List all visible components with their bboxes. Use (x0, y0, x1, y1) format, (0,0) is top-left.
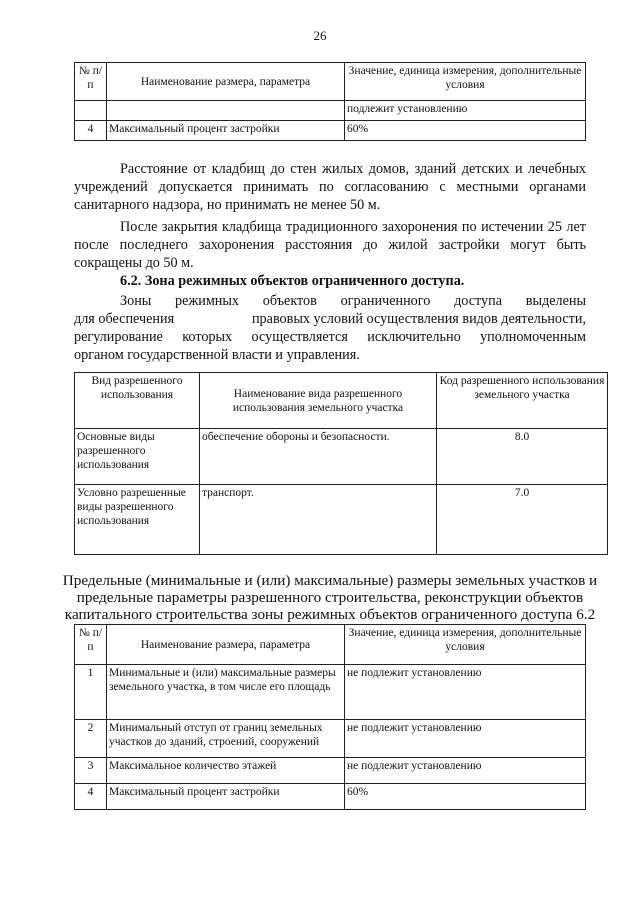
limit-name: Минимальные и (или) максимальные размеры земельного участка, в том числе его площадь (107, 665, 345, 720)
limit-value: не подлежит установлению (345, 720, 586, 758)
limit-name: Максимальный процент застройки (107, 784, 345, 810)
header-name: Наименование размера, параметра (107, 625, 345, 665)
limit-num: 3 (75, 758, 107, 784)
header-num: № п/п (75, 625, 107, 665)
limit-name: Максимальное количество этажей (107, 758, 345, 784)
row-num: 4 (75, 121, 107, 141)
limit-value: не подлежит установлению (345, 758, 586, 784)
limit-name: Минимальный отступ от границ земельных участков до зданий, строений, сооружений (107, 720, 345, 758)
table-permitted-use (74, 372, 608, 555)
page-number: 26 (313, 28, 327, 43)
table-limits (74, 624, 586, 810)
limit-num: 2 (75, 720, 107, 758)
limit-value: 60% (345, 784, 586, 810)
header-value: Значение, единица измерения, дополнительные условия (345, 63, 586, 101)
limit-num: 1 (75, 665, 107, 720)
use-code: 7.0 (437, 485, 608, 555)
use-name: обеспечение обороны и безопасности. (200, 429, 437, 485)
table-caption: Предельные (минимальные и (или) максимальные) размеры земельных участков и предельные параметры разрешенного строительства, реконструкции объектов капитального строительства зоны режимных объектов ограниченного доступа 6.2 (62, 572, 598, 623)
carry-value: подлежит установлению (345, 101, 586, 121)
section-heading: 6.2. Зона режимных объектов ограниченного доступа. (120, 273, 465, 289)
row-name: Максимальный процент застройки (107, 121, 345, 141)
limit-num: 4 (75, 784, 107, 810)
use-name: транспорт. (200, 485, 437, 555)
header-value: Значение, единица измерения, дополнительные условия (345, 625, 586, 665)
header-num: № п/п (75, 63, 107, 101)
row-value: 60% (345, 121, 586, 141)
paragraph-zone: Зоны режимных объектов ограниченного доступа выделены для обеспечения правовых условий осуществления видов деятельности, регулирование которых осуществляется исключительно уполномоченным органом государственной власти и управления. (74, 293, 586, 363)
paragraph-cemetery-closure: После закрытия кладбища традиционного захоронения по истечении 25 лет после последнего захоронения расстояния до жилой застройки могут быть сокращены до 50 м. (74, 219, 586, 271)
header-use-name: Наименование вида разрешенного использования земельного участка (200, 373, 437, 429)
use-kind: Основные виды разрешенного использования (75, 429, 200, 485)
header-use-code: Код разрешенного использования земельного участка (437, 373, 608, 429)
paragraph-cemetery-distance: Расстояние от кладбищ до стен жилых домов, зданий детских и лечебных учреждений допускается принимать по согласованию с местными органами санитарного надзора, но принимать не менее 50 м. (74, 161, 586, 213)
use-kind: Условно разрешенные виды разрешенного использования (75, 485, 200, 555)
header-use-kind: Вид разрешенного использования (75, 373, 200, 429)
header-name: Наименование размера, параметра (107, 63, 345, 101)
use-code: 8.0 (437, 429, 608, 485)
limit-value: не подлежит установлению (345, 665, 586, 720)
table-top (74, 62, 586, 141)
